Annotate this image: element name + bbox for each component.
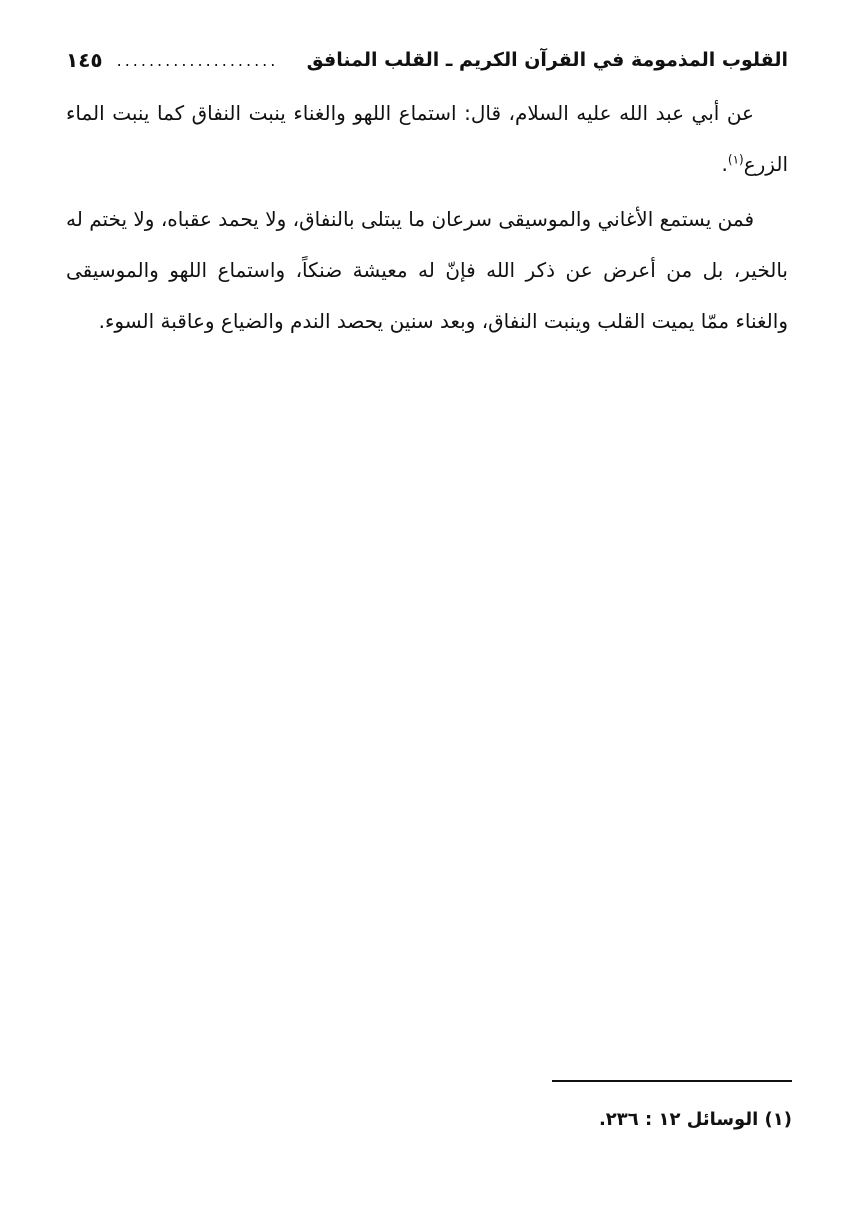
body-text <box>66 88 788 351</box>
paragraph-commentary: فمن يستمع الأغاني والموسيقى سرعان ما يبتلى بالنفاق، ولا يحمد عقباه، ولا يختم له بالخير، بل من أعرض عن ذكر الله فإنّ له معيشة ضنكاً، واستماع اللهو والموسيقى والغناء ممّا يميت القلب وينبت النفاق، وبعد سنين يحصد الندم والضياع وعاقبة السوء. <box>66 207 788 333</box>
footnote-marker: (١) <box>764 1109 792 1130</box>
header-leader-dots: .................... <box>116 50 279 70</box>
footnote-1 <box>66 1100 792 1140</box>
footnote-separator <box>552 1080 792 1082</box>
footnote-reference-1: (١) <box>727 152 744 167</box>
page-number: ١٤٥ <box>66 48 103 72</box>
footnote-text: الوسائل ١٢ : ٢٣٦. <box>598 1109 759 1130</box>
paragraph-hadith-text: عن أبي عبد الله عليه السلام، قال: استماع اللهو والغناء ينبت النفاق كما ينبت الماء الزرع <box>66 101 788 176</box>
paragraph-hadith-end: . <box>721 152 728 176</box>
running-header <box>66 40 788 80</box>
header-title: القلوب المذمومة في القرآن الكريم ـ القلب المنافق <box>306 49 788 71</box>
paragraph-hadith <box>66 88 788 190</box>
